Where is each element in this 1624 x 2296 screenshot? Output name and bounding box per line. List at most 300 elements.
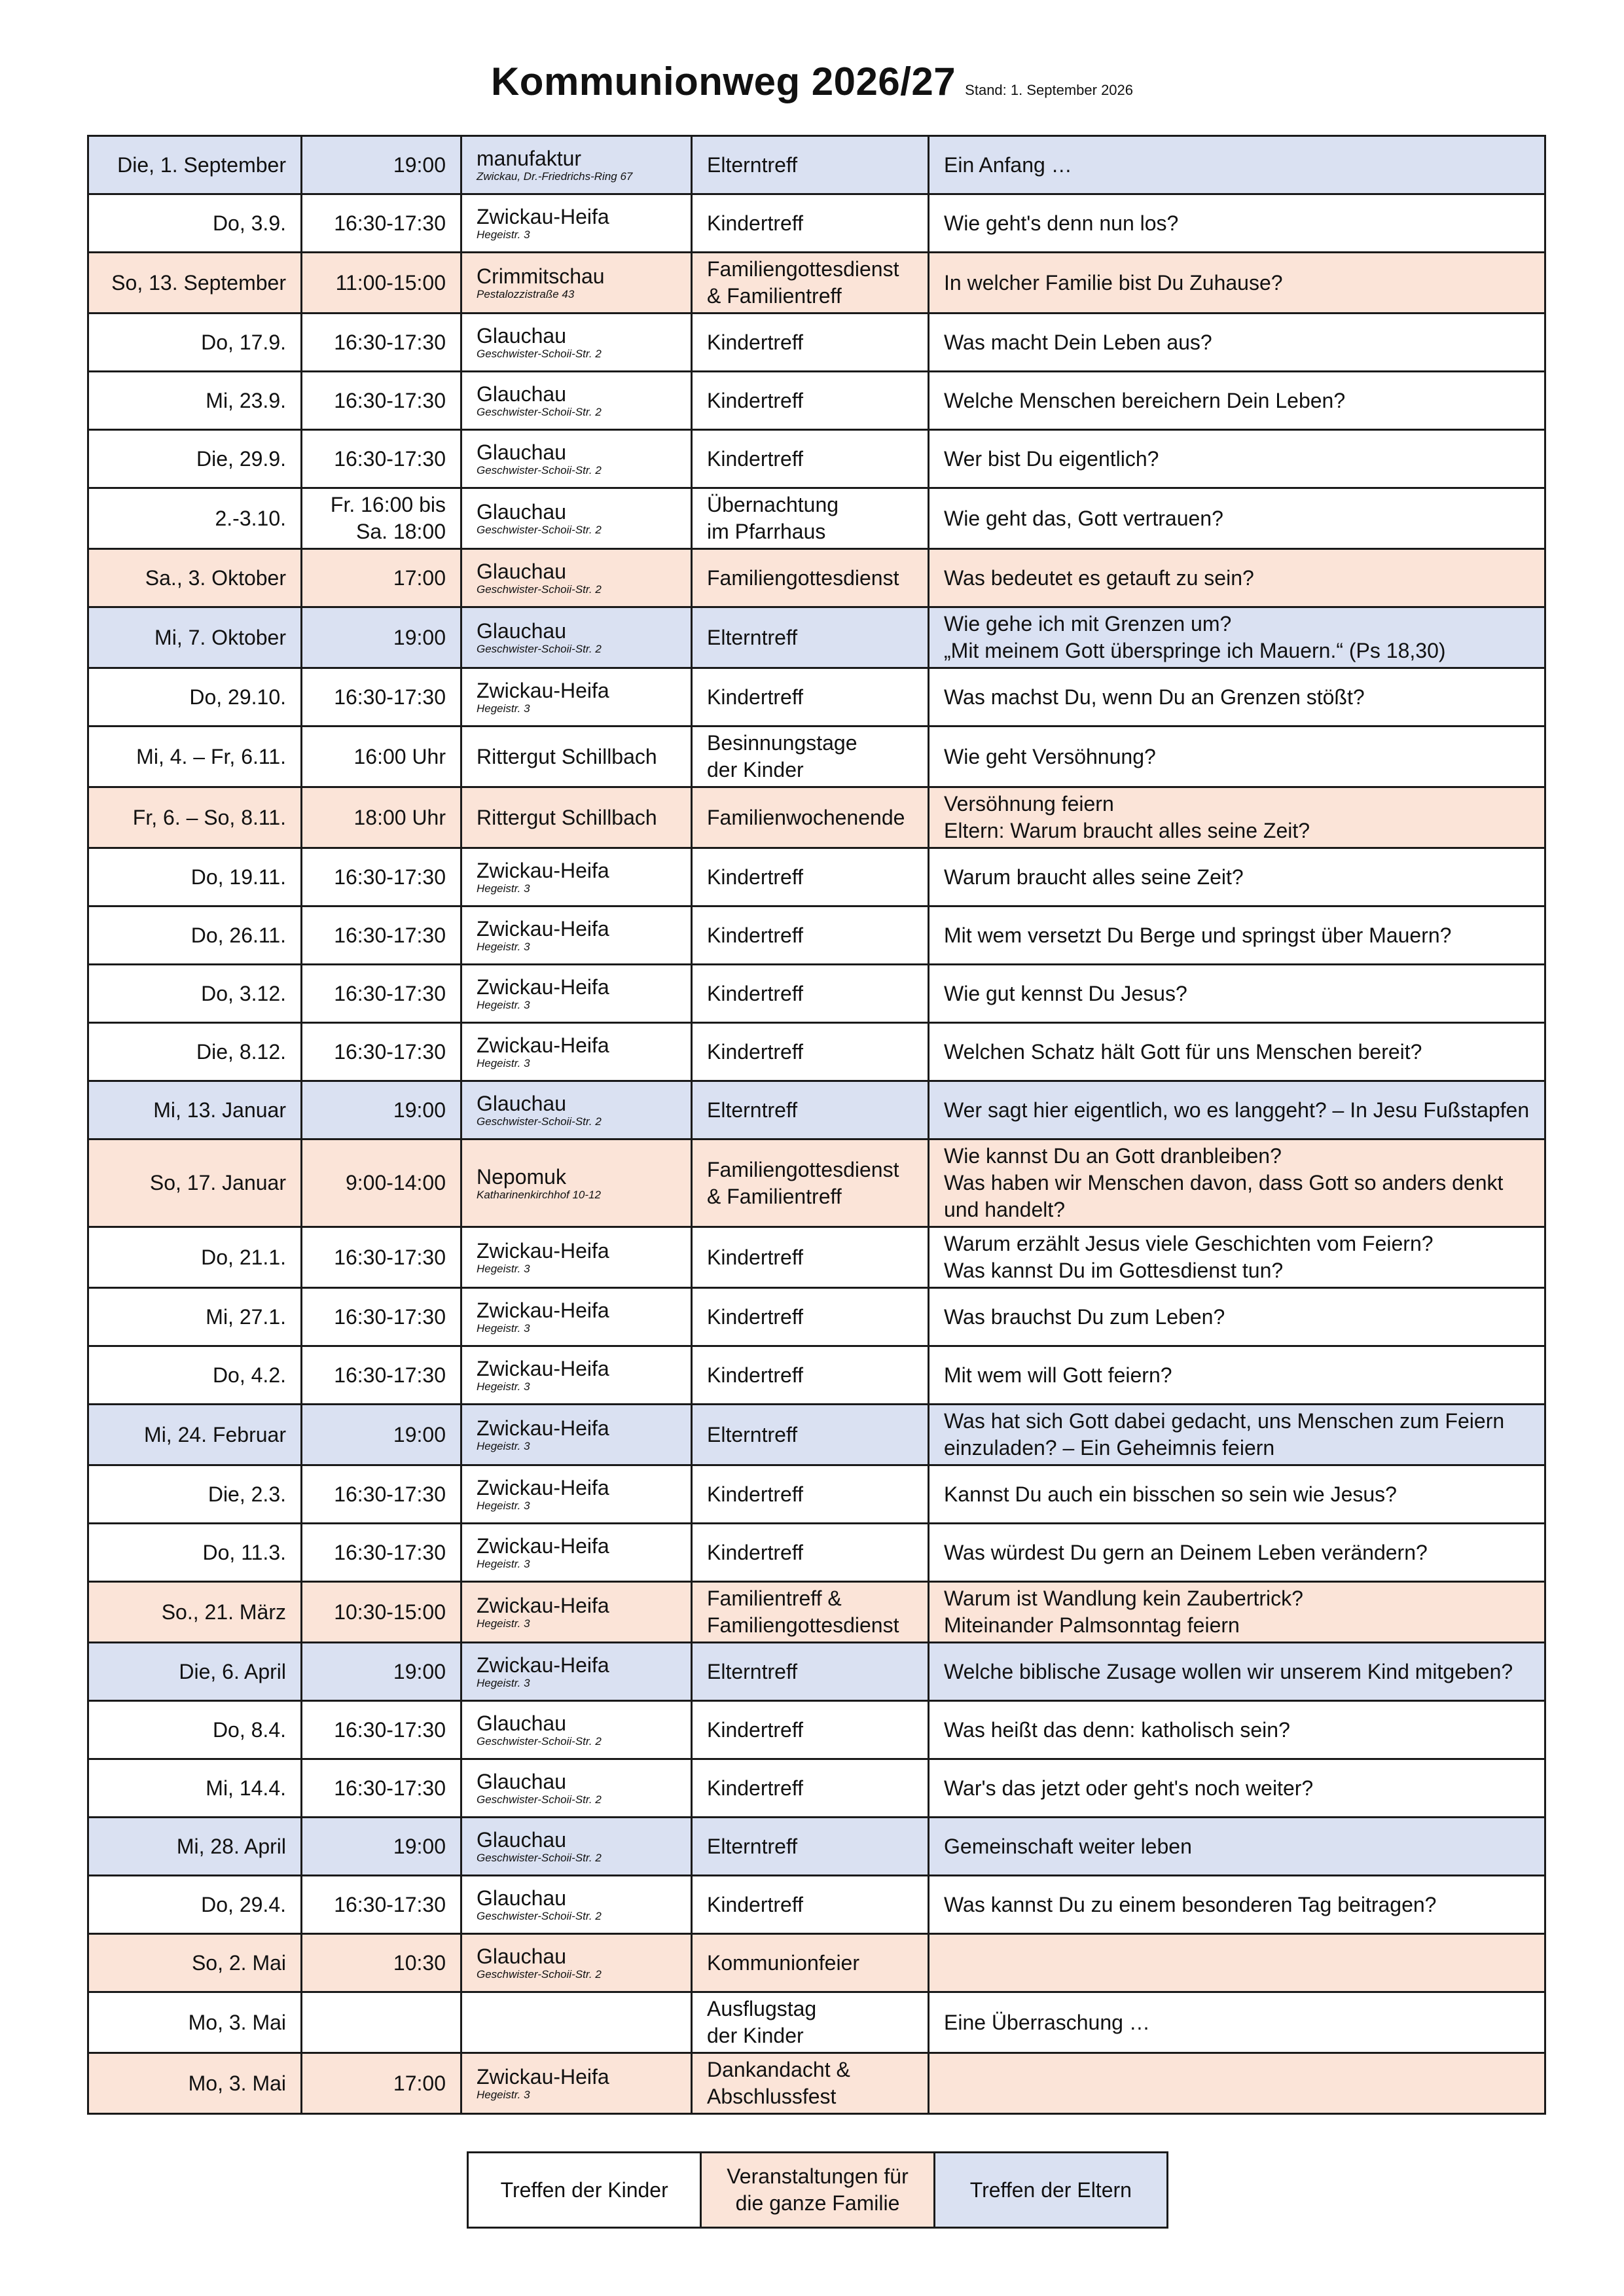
- location-name: Zwickau-Heifa: [477, 1653, 609, 1677]
- event-cell: [692, 549, 929, 607]
- event-cell: [692, 906, 929, 965]
- event-cell-line: Elterntreff: [707, 1834, 798, 1858]
- event-cell-line: Kindertreff: [707, 1892, 804, 1916]
- topic-cell-line: Was bedeutet es getauft zu sein?: [944, 565, 1254, 590]
- location-name: Glauchau: [477, 1712, 566, 1735]
- time-cell-line: 17:00: [393, 2071, 446, 2095]
- event-cell: [692, 787, 929, 848]
- date-cell-line: Mi, 4. – Fr, 6.11.: [136, 744, 286, 768]
- event-cell-line: Elterntreff: [707, 1659, 798, 1683]
- date-cell: [88, 607, 302, 668]
- location-address: Pestalozzistraße 43: [477, 288, 575, 300]
- topic-cell-line: Was kannst Du zu einem besonderen Tag beitragen?: [944, 1892, 1437, 1916]
- date-cell: [88, 372, 302, 430]
- event-cell-line: Familientreff &: [707, 1587, 842, 1610]
- location-address: Geschwister-Schoii-Str. 2: [477, 1735, 602, 1748]
- time-cell-line: 19:00: [393, 1098, 446, 1122]
- event-cell-line: & Familientreff: [707, 1184, 842, 1208]
- location-cell: [461, 194, 692, 253]
- topic-cell: [929, 549, 1545, 607]
- date-cell-line: Do, 3.12.: [201, 981, 286, 1005]
- topic-cell-line: Was brauchst Du zum Leben?: [944, 1304, 1225, 1329]
- location-address: Geschwister-Schoii-Str. 2: [477, 1852, 602, 1864]
- page-header: [0, 59, 1624, 104]
- location-name: Zwickau-Heifa: [477, 205, 609, 228]
- location-cell: [461, 549, 692, 607]
- time-cell-line: 17:00: [393, 565, 446, 590]
- event-cell-line: Dankandacht &: [707, 2058, 850, 2081]
- time-cell: [302, 372, 461, 430]
- location-cell: [461, 1992, 692, 2053]
- event-cell: [692, 1081, 929, 1139]
- location-cell: [461, 1346, 692, 1405]
- topic-cell-line: Mit wem versetzt Du Berge und springst über Mauern?: [944, 923, 1452, 947]
- event-cell-line: Kindertreff: [707, 1304, 804, 1329]
- status-date: Stand: 1. September 2026: [965, 82, 1134, 98]
- location-cell: [461, 1876, 692, 1934]
- event-cell: [692, 194, 929, 253]
- time-cell: [302, 1465, 461, 1524]
- legend-familie-label: Veranstaltungen für die ganze Familie: [727, 2164, 909, 2215]
- location-name: Zwickau-Heifa: [477, 975, 609, 999]
- table-row: [88, 668, 1545, 726]
- location-name: Glauchau: [477, 1828, 566, 1852]
- event-cell: [692, 1759, 929, 1818]
- location-cell: [461, 1524, 692, 1582]
- location-name: Rittergut Schillbach: [477, 745, 657, 768]
- date-cell-line: Sa., 3. Oktober: [145, 565, 286, 590]
- topic-cell: [929, 1876, 1545, 1934]
- topic-cell: [929, 787, 1545, 848]
- location-cell: [461, 253, 692, 314]
- time-cell-line: Sa. 18:00: [356, 520, 446, 543]
- date-cell-line: Do, 4.2.: [212, 1363, 286, 1387]
- topic-cell-line: Was haben wir Menschen davon, dass Gott so anders denkt: [944, 1171, 1504, 1194]
- location-address: Hegeistr. 3: [477, 1499, 530, 1512]
- topic-cell-line: Wie geht das, Gott vertrauen?: [944, 506, 1223, 530]
- table-row: [88, 965, 1545, 1023]
- legend-kinder-label: Treffen der Kinder: [500, 2178, 668, 2202]
- event-cell-line: Elterntreff: [707, 1098, 798, 1122]
- time-cell-line: 16:30-17:30: [334, 1776, 446, 1800]
- topic-cell-line: Was hat sich Gott dabei gedacht, uns Menschen zum Feiern: [944, 1409, 1505, 1433]
- topic-cell-line: Was heißt das denn: katholisch sein?: [944, 1717, 1290, 1742]
- location-name: Zwickau-Heifa: [477, 1033, 609, 1057]
- date-cell: [88, 1081, 302, 1139]
- event-cell: [692, 314, 929, 372]
- time-cell-line: 16:30-17:30: [334, 1039, 446, 1064]
- time-cell: [302, 1081, 461, 1139]
- time-cell-line: 16:30-17:30: [334, 1540, 446, 1564]
- location-address: Geschwister-Schoii-Str. 2: [477, 1910, 602, 1922]
- table-row: [88, 136, 1545, 194]
- date-cell: [88, 1405, 302, 1465]
- topic-cell: [929, 1288, 1545, 1346]
- date-cell-line: Do, 17.9.: [201, 330, 286, 354]
- topic-cell: [929, 1023, 1545, 1081]
- topic-cell-line: und handelt?: [944, 1198, 1066, 1221]
- topic-cell: [929, 1227, 1545, 1288]
- location-address: Geschwister-Schoii-Str. 2: [477, 406, 602, 418]
- time-cell-line: 16:30-17:30: [334, 923, 446, 947]
- event-cell: [692, 1023, 929, 1081]
- time-cell-line: 16:30-17:30: [334, 446, 446, 471]
- topic-cell: [929, 726, 1545, 787]
- location-cell: [461, 1405, 692, 1465]
- event-cell: [692, 1643, 929, 1701]
- date-cell: [88, 848, 302, 906]
- location-name: Glauchau: [477, 324, 566, 348]
- time-cell-line: 16:30-17:30: [334, 388, 446, 412]
- date-cell: [88, 1701, 302, 1759]
- topic-cell: [929, 1934, 1545, 1992]
- event-cell: [692, 1934, 929, 1992]
- location-cell: [461, 1465, 692, 1524]
- event-cell: [692, 1405, 929, 1465]
- location-address: Hegeistr. 3: [477, 1617, 530, 1630]
- date-cell-line: Do, 29.10.: [189, 685, 286, 709]
- table-row: [88, 314, 1545, 372]
- time-cell-line: 16:30-17:30: [334, 1892, 446, 1916]
- time-cell: [302, 1934, 461, 1992]
- event-cell-line: Familiengottesdienst: [707, 1613, 899, 1637]
- event-cell: [692, 488, 929, 549]
- location-address: Hegeistr. 3: [477, 702, 530, 715]
- date-cell-line: Mi, 24. Februar: [144, 1422, 286, 1446]
- event-cell-line: Kindertreff: [707, 446, 804, 471]
- table-row: [88, 1405, 1545, 1465]
- topic-cell-line: Warum braucht alles seine Zeit?: [944, 865, 1244, 889]
- date-cell-line: So., 21. März: [161, 1600, 286, 1624]
- event-cell: [692, 372, 929, 430]
- topic-cell: [929, 314, 1545, 372]
- table-row: [88, 1346, 1545, 1405]
- event-cell-line: Elterntreff: [707, 152, 798, 177]
- event-cell-line: Kindertreff: [707, 1717, 804, 1742]
- event-cell: [692, 1876, 929, 1934]
- time-cell: [302, 1227, 461, 1288]
- event-cell: [692, 2053, 929, 2114]
- location-name: Zwickau-Heifa: [477, 2065, 609, 2089]
- location-cell: [461, 1934, 692, 1992]
- time-cell: [302, 1582, 461, 1643]
- date-cell: [88, 488, 302, 549]
- topic-cell-line: einzuladen? – Ein Geheimnis feiern: [944, 1436, 1275, 1460]
- date-cell: [88, 1934, 302, 1992]
- location-address: Hegeistr. 3: [477, 1380, 530, 1393]
- topic-cell: [929, 1643, 1545, 1701]
- time-cell-line: 19:00: [393, 1834, 446, 1858]
- time-cell-line: 16:30-17:30: [334, 981, 446, 1005]
- event-cell-line: Kommunionfeier: [707, 1950, 859, 1975]
- topic-cell-line: „Mit meinem Gott überspringe ich Mauern.“ (Ps 18,30): [944, 639, 1446, 662]
- location-cell: [461, 1288, 692, 1346]
- time-cell: [302, 1524, 461, 1582]
- event-cell-line: Kindertreff: [707, 330, 804, 354]
- event-cell: [692, 965, 929, 1023]
- event-cell-line: Familienwochenende: [707, 805, 905, 829]
- table-row: [88, 1876, 1545, 1934]
- topic-cell: [929, 1139, 1545, 1227]
- location-name: Zwickau-Heifa: [477, 679, 609, 702]
- event-cell-line: Übernachtung: [707, 493, 839, 516]
- time-cell: [302, 1759, 461, 1818]
- time-cell: [302, 2053, 461, 2114]
- time-cell: [302, 253, 461, 314]
- topic-cell-line: Warum erzählt Jesus viele Geschichten vom Feiern?: [944, 1232, 1434, 1255]
- event-cell-line: & Familientreff: [707, 284, 842, 308]
- location-cell: [461, 1582, 692, 1643]
- date-cell: [88, 906, 302, 965]
- time-cell: [302, 668, 461, 726]
- location-cell: [461, 372, 692, 430]
- topic-cell-line: Was kannst Du im Gottesdienst tun?: [944, 1259, 1284, 1282]
- table-row: [88, 1643, 1545, 1701]
- date-cell: [88, 1023, 302, 1081]
- location-cell: [461, 726, 692, 787]
- table-row: [88, 253, 1545, 314]
- date-cell: [88, 1818, 302, 1876]
- date-cell: [88, 1465, 302, 1524]
- topic-cell-line: Kannst Du auch ein bisschen so sein wie Jesus?: [944, 1482, 1397, 1506]
- location-address: Geschwister-Schoii-Str. 2: [477, 1793, 602, 1806]
- location-name: Rittergut Schillbach: [477, 806, 657, 829]
- topic-cell-line: Wie gut kennst Du Jesus?: [944, 981, 1187, 1005]
- date-cell-line: Mo, 3. Mai: [188, 2071, 286, 2095]
- date-cell: [88, 194, 302, 253]
- topic-cell: [929, 848, 1545, 906]
- location-address: Geschwister-Schoii-Str. 2: [477, 348, 602, 360]
- location-address: Geschwister-Schoii-Str. 2: [477, 583, 602, 596]
- date-cell: [88, 253, 302, 314]
- event-cell-line: Abschlussfest: [707, 2085, 837, 2108]
- time-cell: [302, 607, 461, 668]
- topic-cell-line: Warum ist Wandlung kein Zaubertrick?: [944, 1587, 1303, 1610]
- date-cell-line: Do, 8.4.: [212, 1717, 286, 1742]
- time-cell: [302, 1643, 461, 1701]
- time-cell-line: 16:00 Uhr: [353, 744, 446, 768]
- time-cell: [302, 1346, 461, 1405]
- table-row: [88, 549, 1545, 607]
- topic-cell: [929, 607, 1545, 668]
- topic-cell-line: Versöhnung feiern: [944, 792, 1114, 816]
- table-row: [88, 372, 1545, 430]
- location-name: Crimmitschau: [477, 264, 605, 288]
- event-cell-line: Ausflugstag: [707, 1997, 817, 2020]
- location-address: Hegeistr. 3: [477, 1263, 530, 1275]
- topic-cell-line: Was macht Dein Leben aus?: [944, 330, 1212, 354]
- date-cell-line: Fr, 6. – So, 8.11.: [132, 805, 286, 829]
- event-cell: [692, 1582, 929, 1643]
- location-address: Hegeistr. 3: [477, 1677, 530, 1689]
- topic-cell: [929, 1818, 1545, 1876]
- event-cell-line: Kindertreff: [707, 1776, 804, 1800]
- topic-cell: [929, 1701, 1545, 1759]
- topic-cell: [929, 965, 1545, 1023]
- topic-cell-line: Wie geht Versöhnung?: [944, 744, 1156, 768]
- date-cell-line: Mi, 7. Oktober: [154, 625, 286, 649]
- topic-cell: [929, 668, 1545, 726]
- date-cell-line: Mi, 27.1.: [206, 1304, 286, 1329]
- date-cell-line: Mi, 28. April: [176, 1834, 286, 1858]
- location-name: Zwickau-Heifa: [477, 1416, 609, 1440]
- location-cell: [461, 1818, 692, 1876]
- location-address: Geschwister-Schoii-Str. 2: [477, 1968, 602, 1981]
- topic-cell: [929, 1992, 1545, 2053]
- topic-cell-line: Wer sagt hier eigentlich, wo es langgeht? – In Jesu Fußstapfen: [944, 1098, 1530, 1122]
- event-cell: [692, 726, 929, 787]
- table-row: [88, 1288, 1545, 1346]
- location-cell: [461, 136, 692, 194]
- time-cell: [302, 430, 461, 488]
- topic-cell-line: Eine Überraschung …: [944, 2010, 1150, 2034]
- topic-cell: [929, 194, 1545, 253]
- time-cell-line: 10:30-15:00: [334, 1600, 446, 1624]
- location-name: manufaktur: [477, 147, 582, 170]
- date-cell-line: Mi, 13. Januar: [153, 1098, 286, 1122]
- location-address: Hegeistr. 3: [477, 2089, 530, 2101]
- date-cell-line: Do, 11.3.: [202, 1540, 286, 1564]
- event-cell: [692, 1227, 929, 1288]
- date-cell-line: So, 13. September: [111, 270, 286, 295]
- date-cell: [88, 965, 302, 1023]
- time-cell-line: 16:30-17:30: [334, 685, 446, 709]
- date-cell: [88, 787, 302, 848]
- time-cell: [302, 1023, 461, 1081]
- time-cell: [302, 488, 461, 549]
- location-name: Glauchau: [477, 440, 566, 464]
- event-cell-line: der Kinder: [707, 2024, 804, 2047]
- date-cell: [88, 430, 302, 488]
- table-row: [88, 1582, 1545, 1643]
- date-cell-line: Mi, 23.9.: [206, 388, 286, 412]
- location-name: Glauchau: [477, 1092, 566, 1115]
- date-cell-line: Die, 2.3.: [208, 1482, 286, 1506]
- topic-cell: [929, 372, 1545, 430]
- location-address: Hegeistr. 3: [477, 1440, 530, 1452]
- location-name: Glauchau: [477, 1770, 566, 1793]
- location-cell: [461, 430, 692, 488]
- location-name: Zwickau-Heifa: [477, 917, 609, 941]
- location-cell: [461, 488, 692, 549]
- schedule-body: [88, 136, 1545, 2114]
- date-cell: [88, 1346, 302, 1405]
- legend-familie: [701, 2153, 934, 2228]
- time-cell: [302, 1288, 461, 1346]
- table-row: [88, 2053, 1545, 2114]
- time-cell-line: 16:30-17:30: [334, 211, 446, 235]
- time-cell: [302, 906, 461, 965]
- location-cell: [461, 1759, 692, 1818]
- location-address: Geschwister-Schoii-Str. 2: [477, 464, 602, 476]
- legend-eltern: [934, 2153, 1167, 2228]
- time-cell-line: 16:30-17:30: [334, 1245, 446, 1269]
- location-cell: [461, 314, 692, 372]
- topic-cell-line: Was würdest Du gern an Deinem Leben verändern?: [944, 1540, 1428, 1564]
- date-cell: [88, 1876, 302, 1934]
- table-row: [88, 1701, 1545, 1759]
- time-cell: [302, 726, 461, 787]
- date-cell-line: Mi, 14.4.: [206, 1776, 286, 1800]
- location-cell: [461, 965, 692, 1023]
- event-cell-line: Kindertreff: [707, 388, 804, 412]
- table-row: [88, 1818, 1545, 1876]
- event-cell-line: Familiengottesdienst: [707, 565, 899, 590]
- date-cell: [88, 549, 302, 607]
- date-cell-line: Die, 1. September: [117, 152, 286, 177]
- time-cell-line: 16:30-17:30: [334, 1482, 446, 1506]
- table-row: [88, 726, 1545, 787]
- time-cell: [302, 314, 461, 372]
- location-name: Glauchau: [477, 500, 566, 524]
- location-cell: [461, 1081, 692, 1139]
- location-name: Zwickau-Heifa: [477, 1239, 609, 1263]
- time-cell-line: 16:30-17:30: [334, 865, 446, 889]
- location-name: Glauchau: [477, 619, 566, 643]
- time-cell-line: 16:30-17:30: [334, 1304, 446, 1329]
- table-row: [88, 848, 1545, 906]
- date-cell: [88, 668, 302, 726]
- location-cell: [461, 787, 692, 848]
- table-row: [88, 607, 1545, 668]
- table-row: [88, 430, 1545, 488]
- topic-cell-line: Welche Menschen bereichern Dein Leben?: [944, 388, 1346, 412]
- page-title: Kommunionweg 2026/27: [490, 60, 956, 103]
- event-cell-line: Familiengottesdienst: [707, 1157, 899, 1181]
- event-cell: [692, 1992, 929, 2053]
- topic-cell: [929, 1465, 1545, 1524]
- location-address: Hegeistr. 3: [477, 1057, 530, 1069]
- legend-eltern-label: Treffen der Eltern: [969, 2178, 1132, 2202]
- event-cell: [692, 1288, 929, 1346]
- time-cell-line: 19:00: [393, 1659, 446, 1683]
- event-cell: [692, 253, 929, 314]
- time-cell-line: 19:00: [393, 1422, 446, 1446]
- event-cell-line: Kindertreff: [707, 923, 804, 947]
- location-cell: [461, 668, 692, 726]
- topic-cell-line: Wie gehe ich mit Grenzen um?: [944, 612, 1232, 636]
- location-name: Glauchau: [477, 1945, 566, 1968]
- event-cell: [692, 1818, 929, 1876]
- date-cell: [88, 1288, 302, 1346]
- location-name: Zwickau-Heifa: [477, 1357, 609, 1380]
- event-cell-line: Elterntreff: [707, 1422, 798, 1446]
- table-row: [88, 1759, 1545, 1818]
- location-address: Hegeistr. 3: [477, 941, 530, 953]
- date-cell: [88, 314, 302, 372]
- event-cell: [692, 1465, 929, 1524]
- event-cell-line: der Kinder: [707, 758, 804, 781]
- location-cell: [461, 607, 692, 668]
- topic-cell: [929, 488, 1545, 549]
- topic-cell-line: Welchen Schatz hält Gott für uns Menschen bereit?: [944, 1039, 1422, 1064]
- topic-cell-line: Wie geht's denn nun los?: [944, 211, 1179, 235]
- topic-cell: [929, 1405, 1545, 1465]
- topic-cell: [929, 2053, 1545, 2114]
- location-cell: [461, 1227, 692, 1288]
- location-cell: [461, 2053, 692, 2114]
- event-cell-line: Kindertreff: [707, 981, 804, 1005]
- time-cell-line: 16:30-17:30: [334, 330, 446, 354]
- date-cell: [88, 1643, 302, 1701]
- event-cell: [692, 607, 929, 668]
- date-cell-line: Die, 6. April: [179, 1659, 286, 1683]
- topic-cell: [929, 430, 1545, 488]
- time-cell: [302, 136, 461, 194]
- date-cell: [88, 726, 302, 787]
- date-cell-line: Do, 19.11.: [190, 865, 286, 889]
- date-cell-line: Do, 29.4.: [201, 1892, 286, 1916]
